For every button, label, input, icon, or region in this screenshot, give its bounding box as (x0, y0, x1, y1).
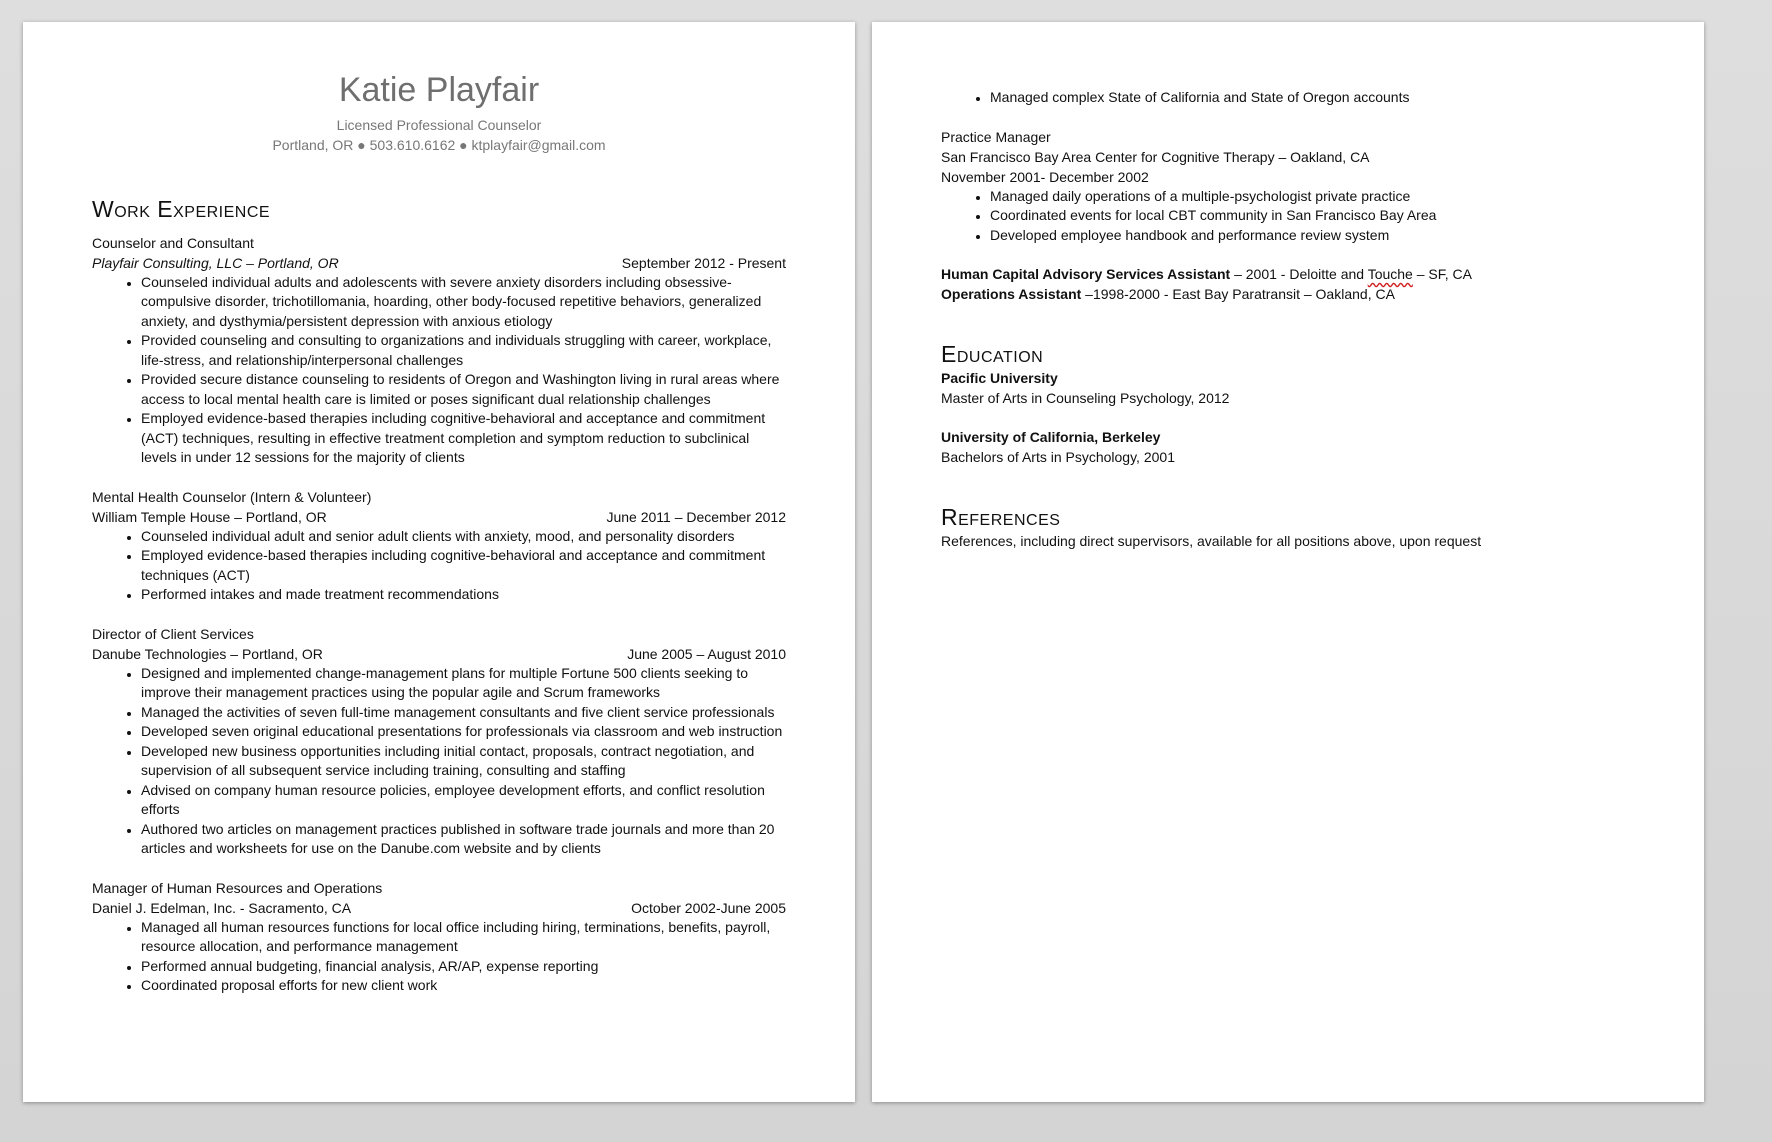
job-title: Director of Client Services (92, 625, 254, 642)
job-title: Counselor and Consultant (92, 234, 254, 251)
continued-bullets (941, 88, 1635, 108)
degree: Bachelors of Arts in Psychology, 2001 (941, 449, 1175, 465)
bullet-item: • Employed evidence-based therapies including cognitive-behavioral and acceptance and commitment techniques (ACT) (141, 546, 786, 585)
job-meta (92, 644, 786, 664)
other-role-line (941, 284, 1635, 304)
job-meta (92, 507, 786, 527)
job-company: William Temple House – Portland, OR (92, 508, 327, 525)
job-dates: November 2001- December 2002 (941, 168, 1149, 185)
references-heading: References (941, 504, 1061, 530)
other-role-line (941, 264, 1635, 284)
bullet-item: • Managed all human resources functions for local office including hiring, terminations, benefits, payroll, resource allocation, and performance management (141, 918, 786, 957)
other-role-detail: –1998-2000 - East Bay Paratransit – Oakland, CA (1081, 286, 1395, 302)
resume-subtitle: Licensed Professional Counselor (336, 116, 542, 133)
job-entry (92, 878, 786, 996)
other-role-title: Human Capital Advisory Services Assistant (941, 266, 1231, 282)
bullet-item: • Provided secure distance counseling to residents of Oregon and Washington living in rural areas where access to local mental health care is limited or poses significant dual relationship challenges (141, 370, 786, 409)
resume-name: Katie Playfair (338, 71, 540, 109)
education-heading: Education (941, 341, 1044, 367)
bullet-item: • Performed intakes and made treatment recommendations (141, 585, 786, 605)
job-title: Manager of Human Resources and Operations (92, 879, 383, 896)
page-2-content (941, 88, 1635, 551)
references-text: References, including direct supervisors, available for all positions above, upon request (941, 533, 1482, 549)
job-bullets (92, 527, 786, 605)
bullet-item: • Employed evidence-based therapies including cognitive-behavioral and acceptance and commitment (ACT) techniques, resulting in effective treatment completion and symptom reduction to subclinical levels in under 12 sessions for the majority of clients (141, 409, 786, 468)
contact-line: Portland, OR ● 503.610.6162 ● ktplayfair@gmail.com (272, 136, 606, 153)
job-bullets (941, 187, 1635, 246)
job-title: Mental Health Counselor (Intern & Volunteer) (92, 488, 372, 505)
bullet-item: • Developed employee handbook and performance review system (990, 226, 1635, 246)
job-bullets (92, 918, 786, 996)
bullet-item: • Designed and implemented change-management plans for multiple Fortune 500 clients seeking to improve their management practices using the popular agile and Scrum frameworks (141, 664, 786, 703)
work-experience-heading: Work Experience (92, 195, 271, 222)
other-role-title: Operations Assistant (941, 286, 1082, 302)
job-company: San Francisco Bay Area Center for Cognitive Therapy – Oakland, CA (941, 148, 1370, 165)
bullet-item: • Developed seven original educational presentations for professionals via classroom and web instruction (141, 722, 786, 742)
job-dates: October 2002-June 2005 (631, 899, 786, 916)
job-title: Practice Manager (941, 128, 1051, 145)
job-dates: June 2011 – December 2012 (606, 508, 786, 525)
job-company: Playfair Consulting, LLC – Portland, OR (92, 254, 339, 271)
degree: Master of Arts in Counseling Psychology, 2012 (941, 390, 1230, 406)
bullet-item: • Managed daily operations of a multiple-psychologist private practice (990, 187, 1635, 207)
job-meta (92, 253, 786, 273)
job-entry (92, 487, 786, 605)
spellcheck-misspelled-word[interactable]: Touche (1367, 266, 1413, 282)
school-name: University of California, Berkeley (941, 429, 1161, 445)
other-role-location: – SF, CA (1412, 266, 1472, 282)
bullet-item: • Counseled individual adult and senior adult clients with anxiety, mood, and personality disorders (141, 527, 786, 547)
page-1-content (92, 70, 786, 1015)
bullet-item: • Developed new business opportunities including initial contact, proposals, contract negotiation, and supervision of all subsequent service including training, consulting and staffing (141, 742, 786, 781)
bullet-item: • Provided counseling and consulting to organizations and individuals struggling with career, workplace, life-stress, and relationship/interpersonal challenges (141, 331, 786, 370)
bullet-item: • Coordinated proposal efforts for new client work (141, 976, 786, 996)
bullet-item: • Advised on company human resource policies, employee development efforts, and conflict resolution efforts (141, 781, 786, 820)
job-dates: June 2005 – August 2010 (627, 645, 786, 662)
education-entry (941, 427, 1635, 467)
other-role-detail: – 2001 - Deloitte and (1230, 266, 1368, 282)
bullet-item: • Performed annual budgeting, financial analysis, AR/AP, expense reporting (141, 957, 786, 977)
job-company: Danube Technologies – Portland, OR (92, 645, 323, 662)
job-company: Daniel J. Edelman, Inc. - Sacramento, CA (92, 899, 352, 916)
job-entry (92, 233, 786, 468)
resume-page-1 (23, 22, 855, 1102)
job-dates: September 2012 - Present (621, 254, 786, 271)
job-entry (92, 624, 786, 859)
job-entry (941, 127, 1635, 246)
bullet-item: • Managed complex State of California and State of Oregon accounts (990, 88, 1635, 108)
job-bullets (92, 273, 786, 468)
bullet-item: • Counseled individual adults and adolescents with severe anxiety disorders including obsessive-compulsive disorder, trichotillomania, hoarding, other body-focused repetitive behaviors, generalized anxiety, and dysthymia/persistent depression with anxious etiology (141, 273, 786, 332)
bullet-item: • Managed the activities of seven full-time management consultants and five client service professionals (141, 703, 786, 723)
education-entry (941, 368, 1635, 408)
school-name: Pacific University (941, 370, 1058, 386)
bullet-item: • Coordinated events for local CBT community in San Francisco Bay Area (990, 206, 1635, 226)
resume-page-2 (872, 22, 1704, 1102)
job-meta (92, 898, 786, 918)
bullet-item: • Authored two articles on management practices published in software trade journals and more than 20 articles and worksheets for use on the Danube.com website and by clients (141, 820, 786, 859)
job-bullets (92, 664, 786, 859)
